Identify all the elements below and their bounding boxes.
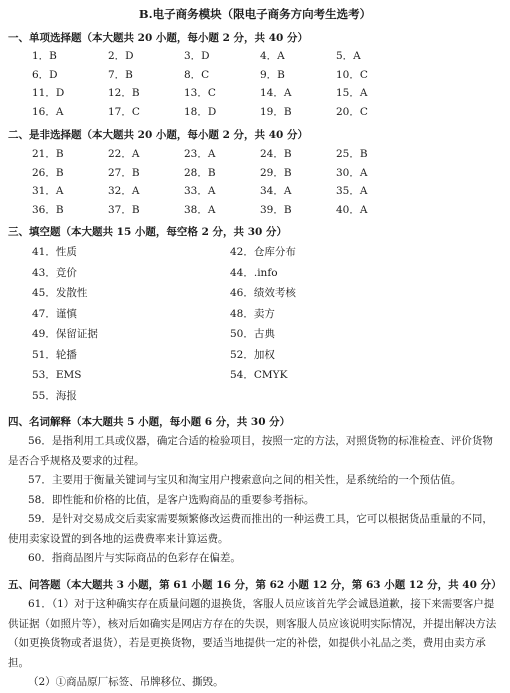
answer-cell: 6．D: [32, 68, 58, 81]
answer-row: [32, 263, 502, 284]
answer-cell: 24．B: [260, 148, 292, 160]
answer-cell: 53．EMS: [32, 369, 82, 381]
answer-cell: 36．B: [32, 203, 64, 216]
answer-cell: 49．保留证据: [32, 328, 98, 340]
answer-cell: 1．B: [32, 50, 57, 62]
answer-cell: 55．海报: [32, 389, 77, 402]
answer-cell: 34．A: [260, 185, 292, 197]
qa-answer: 61．（1）对于这种确实存在质量问题的退换货，客服人员应该首先学会诚恳道歉，接下来需要客户提供证据（如照片等），核对后如确实是网店方存在的失误，则客服人员应该说明实际情况，并提出解决方法（如更换货物或者退货），若是更换货物，要适当地提供一定的补偿，如提供小礼品之类，费用由卖方承担。: [8, 598, 497, 669]
section-heading-fill-blank: 三、填空题（本大题共 15 小题，每空格 2 分，共 30 分）: [8, 226, 287, 238]
answer-cell: 9．B: [260, 68, 285, 81]
answer-row: [32, 164, 412, 183]
answer-cell: 5．A: [336, 50, 361, 62]
answer-row: [32, 304, 502, 325]
answer-row: [32, 201, 412, 220]
answer-row: [32, 365, 502, 386]
answer-row: [32, 103, 412, 122]
answer-cell: 29．B: [260, 166, 292, 179]
answer-row: [32, 345, 502, 366]
term-answer: 57．主要用于衡量关键词与宝贝和淘宝用户搜索意向之间的相关性，是系统给的一个预估值。: [28, 474, 462, 486]
answer-row: [32, 386, 502, 407]
answer-cell: 20．C: [336, 105, 368, 118]
answer-cell: 14．A: [260, 87, 292, 99]
answer-cell: 41．性质: [32, 246, 77, 258]
answer-cell: 38．A: [184, 203, 216, 216]
answer-cell: 8．C: [184, 68, 210, 81]
answer-cell: 27．B: [108, 166, 140, 179]
answer-row: [32, 242, 502, 263]
section-heading-terms: 四、名词解释（本大题共 5 小题，每小题 6 分，共 30 分）: [8, 416, 291, 428]
answer-row: [32, 47, 412, 66]
answer-cell: 23．A: [184, 148, 216, 160]
answer-cell: 19．B: [260, 105, 292, 118]
answer-cell: 54．CMYK: [230, 369, 288, 381]
answer-row: [32, 283, 502, 304]
answer-cell: 39．B: [260, 203, 292, 216]
answer-cell: 51．轮播: [32, 348, 77, 361]
answer-cell: 52．加权: [230, 348, 275, 361]
single-choice-grid: [32, 47, 412, 121]
term-answer: 56．是指利用工具或仪器，确定合适的检验项目，按照一定的方法，对照货物的标准检查、评价货物是否合乎规格及要求的过程。: [8, 435, 493, 467]
fill-blank-grid: [32, 242, 502, 406]
answer-cell: 18．D: [184, 105, 217, 118]
answer-row: [32, 66, 412, 85]
answer-row: [32, 324, 502, 345]
answer-row: [32, 145, 412, 164]
qa-answers: [8, 595, 502, 693]
term-answer: 59．是针对交易成交后卖家需要频繁修改运费而推出的一种运费工具，它可以根据货品重量的不同，使用卖家设置的到各地的运费费率来计算运费。: [8, 513, 493, 545]
terms-answers: [8, 432, 502, 569]
answer-cell: 46．绩效考核: [230, 287, 296, 299]
answer-cell: 30．A: [336, 166, 368, 179]
page-title: B.电子商务模块（限电子商务方向考生选考）: [138, 7, 372, 21]
answer-cell: 26．B: [32, 166, 64, 179]
answer-cell: 25．B: [336, 148, 368, 160]
answer-cell: 28．B: [184, 166, 216, 179]
answer-cell: 32．A: [108, 185, 140, 197]
answer-cell: 21．B: [32, 148, 64, 160]
true-false-grid: [32, 145, 412, 219]
answer-cell: 3．D: [184, 50, 210, 62]
answer-cell: 11．D: [32, 87, 65, 99]
answer-cell: 45．发散性: [32, 287, 88, 299]
answer-cell: 15．A: [336, 87, 368, 99]
answer-cell: 33．A: [184, 185, 216, 197]
answer-cell: 12．B: [108, 87, 140, 99]
answer-cell: 42．仓库分布: [230, 246, 296, 258]
answer-cell: 4．A: [260, 50, 285, 62]
section-heading-qa: 五、问答题（本大题共 3 小题，第 61 小题 16 分，第 62 小题 12 分，第 63 小题 12 分，共 40 分）: [8, 579, 502, 591]
section-heading-single-choice: 一、单项选择题（本大题共 20 小题，每小题 2 分，共 40 分）: [8, 32, 308, 44]
answer-cell: 31．A: [32, 185, 64, 197]
answer-cell: 43．竞价: [32, 266, 77, 279]
answer-cell: 10．C: [336, 68, 368, 81]
term-answer: 58．即性能和价格的比值，是客户选购商品的重要参考指标。: [28, 493, 315, 506]
answer-cell: 13．C: [184, 87, 216, 99]
answer-row: [32, 182, 412, 201]
answer-cell: 35．A: [336, 185, 368, 197]
answer-cell: 48．卖方: [230, 307, 275, 320]
term-answer: 60．指商品图片与实际商品的色彩存在偏差。: [28, 552, 241, 564]
section-heading-true-false: 二、是非选择题（本大题共 20 小题，每小题 2 分，共 40 分）: [8, 129, 308, 141]
answer-cell: 40．A: [336, 203, 368, 216]
answer-cell: 50．古典: [230, 328, 275, 340]
answer-cell: 37．B: [108, 203, 140, 216]
answer-cell: 17．C: [108, 105, 140, 118]
answer-cell: 44．.info: [230, 266, 278, 279]
answer-cell: 22．A: [108, 148, 140, 160]
answer-cell: 16．A: [32, 105, 64, 118]
qa-answer: （2）①商品原厂标签、吊牌移位、撕毁。: [28, 676, 224, 688]
answer-cell: 7．B: [108, 68, 133, 81]
answer-cell: 2．D: [108, 50, 134, 62]
answer-row: [32, 84, 412, 103]
answer-cell: 47．谨慎: [32, 307, 77, 320]
